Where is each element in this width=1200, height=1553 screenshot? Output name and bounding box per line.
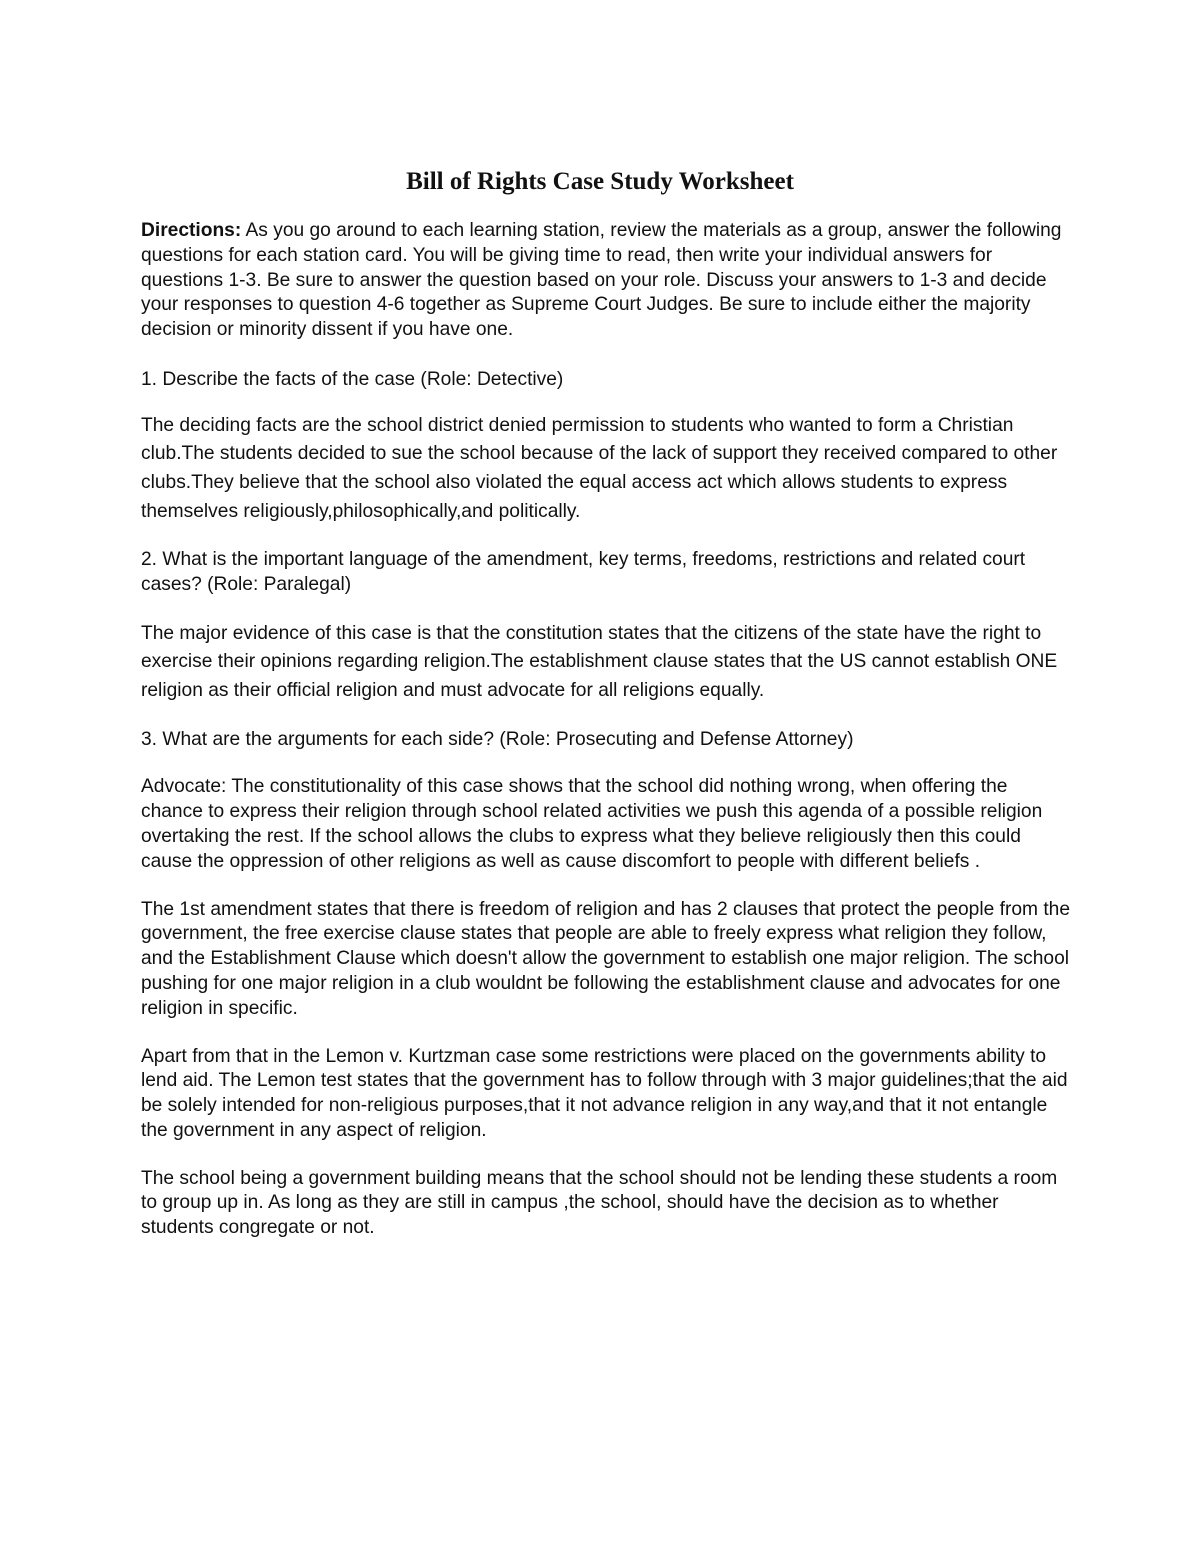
answer-3-first-amendment: The 1st amendment states that there is freedom of religion and has 2 clauses that protect the people from the government, the free exercise clause states that people are able to freely express what religion they follow, and the Establishment Clause which doesn't allow the government to establish one major religion. The school pushing for one major religion in a club wouldnt be following the establishment clause and advocates for one religion in specific. [141,898,1070,1019]
answer-3-lemon-test: Apart from that in the Lemon v. Kurtzman case some restrictions were placed on the governments ability to lend aid. The Lemon test states that the government has to follow through with 3 major guidelines;that the aid be solely intended for non-religious purposes,that it not advance religion in any way,and that it not entangle the government in any aspect of religion. [141,1045,1068,1141]
answer-2: The major evidence of this case is that the constitution states that the citizens of the state have the right to exercise their opinions regarding religion.The establishment clause states that the US cannot establish ONE religion as their official religion and must advocate for all religions equally. [141,622,1058,701]
directions-label: Directions: [141,220,242,241]
directions-text: As you go around to each learning station, review the materials as a group, answer the following questions for each station card. You will be giving time to read, then write your individual answers for questions 1-3. Be sure to answer the question based on your role. Discuss your answers to 1-3 and decide your responses to question 4-6 together as Supreme Court Judges. Be sure to include either the majority decision or minority dissent if you have one. [141,220,1062,341]
question-2: 2. What is the important language of the amendment, key terms, freedoms, restrictions and related court cases? (Role: Paralegal) [141,549,1026,595]
answer-3-advocate: Advocate: The constitutionality of this case shows that the school did nothing wrong, when offering the chance to express their religion through school related activities we push this agenda of a possible religion overtaking the rest. If the school allows the clubs to express what they believe religiously then this could cause the oppression of other religions as well as cause discomfort to people with different beliefs . [141,776,1043,872]
directions-paragraph [141,219,1071,343]
question-1: 1. Describe the facts of the case (Role: Detective) [141,368,564,390]
document-body [141,219,1071,1241]
answer-1: The deciding facts are the school district denied permission to students who wanted to form a Christian club.The students decided to sue the school because of the lack of support they received compared to other clubs.They believe that the school also violated the equal access act which allows students to express themselves religiously,philosophically,and politically. [141,414,1058,522]
question-3: 3. What are the arguments for each side? (Role: Prosecuting and Defense Attorney) [141,728,854,750]
answer-3-school-building: The school being a government building means that the school should not be lending these students a room to group up in. As long as they are still in campus ,the school, should have the decision as to whether students congregate or not. [141,1167,1058,1239]
document-title: Bill of Rights Case Study Worksheet [406,168,794,195]
